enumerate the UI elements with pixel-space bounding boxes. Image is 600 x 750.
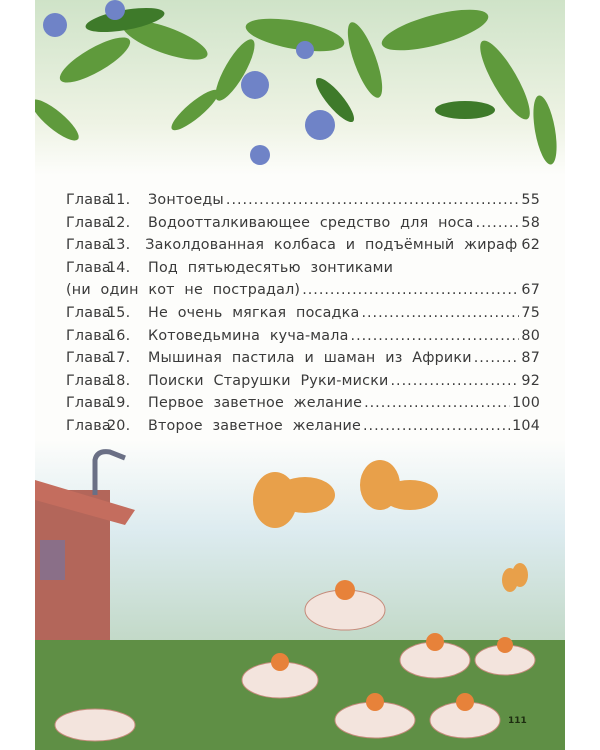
page-ref: 92 [521,372,540,389]
book-page [35,0,565,750]
chapter-title: Водоотталкивающее средство для носа [148,214,474,231]
toc-entry [66,373,540,396]
chapter-title: Котоведьмина куча-мала [148,327,349,344]
chapter-title-continuation: (ни один кот не пострадал) [66,282,301,299]
bottom-illustration-butterflies-daisies [35,440,565,750]
chapter-number: 16. [107,327,131,344]
chapter-number: 18. [107,372,131,389]
chapter-label: Глава [66,304,111,321]
dot-leader [364,395,510,411]
dot-leader [226,192,520,208]
page-ref: 67 [521,282,540,299]
toc-entry [66,395,540,418]
dot-leader [363,418,510,434]
page-ref: 100 [512,395,540,412]
page-ref: 104 [512,417,540,434]
chapter-number: 11. [107,192,131,208]
chapter-number: 19. [107,395,131,412]
chapter-label: Глава [66,259,111,276]
dot-leader [302,282,519,298]
page-ref: 75 [521,304,540,321]
page-number: 111 [508,716,527,726]
chapter-number: 15. [107,304,131,321]
page-ref: 87 [521,350,540,367]
toc-entry [66,350,540,373]
toc-entry [66,305,540,328]
chapter-number: 14. [107,259,131,276]
chapter-number: 17. [107,350,131,367]
chapter-label: Глава [66,417,111,434]
chapter-label: Глава [66,327,111,344]
dot-leader [361,305,519,321]
toc-entry-continuation [66,282,540,305]
chapter-label: Глава [66,372,111,389]
dot-leader [476,215,520,231]
dot-leader [474,350,520,366]
toc-entry [66,328,540,351]
chapter-number: 12. [107,214,131,231]
page-ref: 80 [521,327,540,344]
top-illustration-leaves-flowers [35,0,565,175]
chapter-title: Поиски Старушки Руки-миски [148,372,389,389]
chapter-title: Зонтоеды [148,192,224,208]
chapter-label: Глава [66,237,111,254]
chapter-title: Заколдованная колбаса и подъёмный жираф [145,237,518,254]
chapter-title: Мышиная пастила и шаман из Африки [148,350,472,367]
toc-entry [66,215,540,238]
dot-leader [391,373,520,389]
chapter-number: 20. [107,417,131,434]
chapter-title: Не очень мягкая посадка [148,304,360,321]
page-ref: 55 [521,192,540,208]
chapter-title: Под пятьюдесятью зонтиками [148,259,394,276]
table-of-contents [66,192,540,441]
page-ref: 58 [521,214,540,231]
chapter-title: Первое заветное желание [148,395,363,412]
toc-entry [66,237,540,260]
chapter-label: Глава [66,214,111,231]
dot-leader [351,328,520,344]
chapter-label: Глава [66,395,111,412]
chapter-label: Глава [66,350,111,367]
toc-entry [66,418,540,441]
toc-entry [66,260,540,283]
chapter-number: 13. [107,237,131,254]
chapter-title: Второе заветное желание [148,417,362,434]
toc-entry [66,192,540,215]
chapter-label: Глава [66,192,111,208]
page-ref: 62 [521,237,540,254]
